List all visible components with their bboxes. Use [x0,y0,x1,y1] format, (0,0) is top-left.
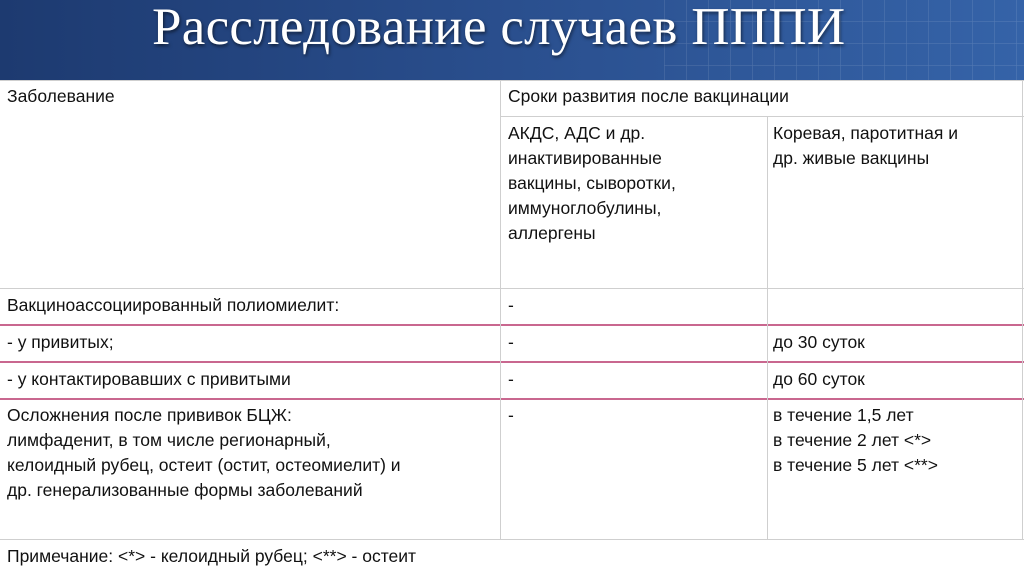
row-contacts-disease: - у контактировавших с привитыми [7,369,291,389]
header-live [773,121,958,171]
header-inactivated [508,121,676,246]
row-contacts-inactivated: - [508,369,514,389]
row-divider [0,361,1024,363]
row-polio-inactivated: - [508,295,514,315]
row-bcg-live-line: в течение 1,5 лет [773,405,914,425]
row-bcg-disease [7,403,401,503]
table-note: Примечание: <*> - келоидный рубец; <**> - остеит [7,546,417,566]
row-bcg-disease-line: Осложнения после прививок БЦЖ: [7,405,292,425]
row-bcg-inactivated: - [508,405,514,425]
header-inactivated-line: вакцины, сыворотки, [508,173,676,193]
row-divider [0,324,1024,326]
header-inactivated-line: АКДС, АДС и др. [508,123,646,143]
title-bar [0,0,1024,80]
subheader-divider [500,116,1024,117]
row-vaccinated-disease: - у привитых; [7,332,114,352]
row-divider [0,398,1024,400]
row-vaccinated-inactivated: - [508,332,514,352]
header-inactivated-line: иммуноглобулины, [508,198,662,218]
header-inactivated-line: аллергены [508,223,596,243]
header-bottom-border [0,288,1024,289]
row-bcg-disease-line: др. генерализованные формы заболеваний [7,480,363,500]
row-bcg-live [773,403,938,478]
slide-title: Расследование случаев ПППИ [152,0,846,56]
column-divider [767,116,768,539]
row-vaccinated-live: до 30 суток [773,332,865,352]
header-disease: Заболевание [7,86,115,106]
header-live-line: др. живые вакцины [773,148,930,168]
row-bcg-disease-line: лимфаденит, в том числе регионарный, [7,430,331,450]
row-contacts-live: до 60 суток [773,369,865,389]
table-top-border [0,80,1024,81]
row-bcg-disease-line: келоидный рубец, остеит (остит, остеомиелит) и [7,455,401,475]
row-bcg-live-line: в течение 2 лет <*> [773,430,932,450]
header-terms: Сроки развития после вакцинации [508,86,789,106]
column-divider [500,80,501,539]
row-bcg-live-line: в течение 5 лет <**> [773,455,938,475]
row-polio-disease: Вакциноассоциированный полиомиелит: [7,295,340,315]
row-divider [0,539,1024,540]
table-right-border [1022,80,1023,539]
header-inactivated-line: инактивированные [508,148,662,168]
header-live-line: Коревая, паротитная и [773,123,959,143]
